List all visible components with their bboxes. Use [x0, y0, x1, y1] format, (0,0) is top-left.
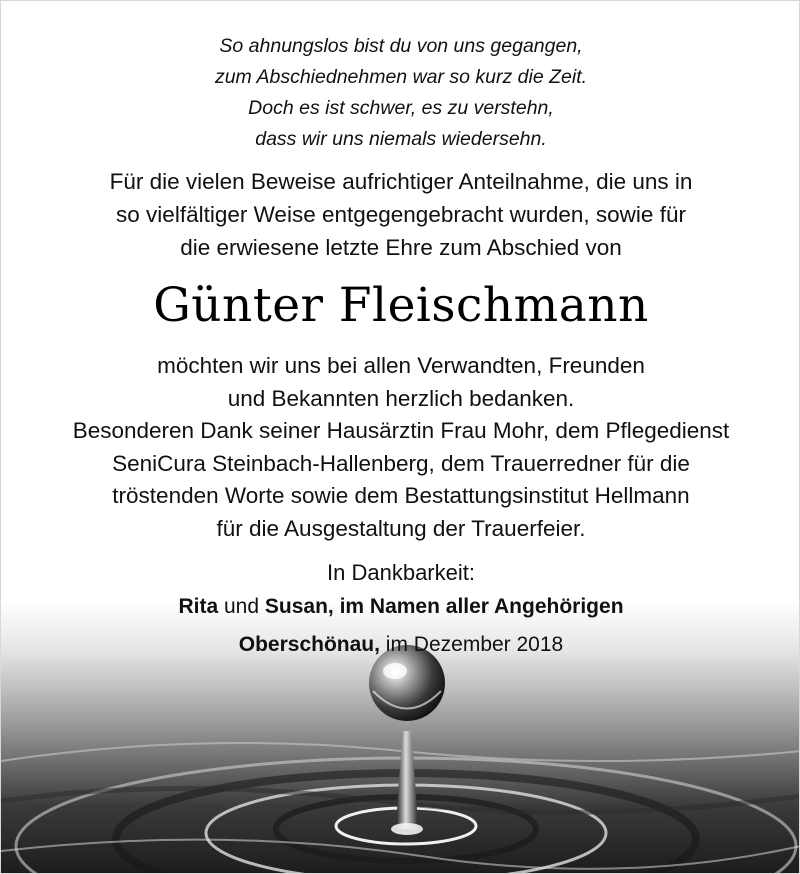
intro-line: Für die vielen Beweise aufrichtiger Anteilnahme, die uns in	[109, 169, 693, 194]
thanks-line: tröstenden Worte sowie dem Bestattungsinstitut Hellmann	[112, 483, 690, 508]
signature-name-rita: Rita	[178, 595, 219, 618]
place-date	[1, 625, 800, 665]
poem-line: So ahnungslos bist du von uns gegangen,	[219, 35, 583, 57]
closing-intro: In Dankbarkeit:	[327, 560, 475, 585]
obituary-text	[1, 1, 800, 665]
place-name: Oberschönau,	[238, 633, 380, 656]
date-text: im Dezember 2018	[379, 633, 564, 656]
poem-verse	[1, 31, 800, 155]
deceased-name: Günter Fleischmann	[153, 278, 649, 333]
intro-line: so vielfältiger Weise entgegengebracht wurden, sowie für	[116, 202, 686, 227]
intro-paragraph	[1, 165, 800, 264]
intro-line: die erwiesene letzte Ehre zum Abschied von	[180, 235, 622, 260]
poem-line: Doch es ist schwer, es zu verstehn,	[248, 97, 554, 119]
thanks-paragraph	[1, 350, 800, 545]
thanks-line: und Bekannten herzlich bedanken.	[227, 385, 575, 411]
thanks-line: Besonderen Dank seiner Hausärztin Frau Mohr, dem Pflegedienst	[72, 418, 730, 443]
signature-connector: und	[218, 595, 265, 618]
thanks-line: SeniCura Steinbach-Hallenberg, dem Trauerredner für die	[112, 450, 690, 476]
thanks-line: möchten wir uns bei allen Verwandten, Freunden	[157, 353, 645, 378]
signature	[1, 589, 800, 625]
thanks-line: für die Ausgestaltung der Trauerfeier.	[216, 515, 586, 541]
poem-line: dass wir uns niemals wiedersehn.	[255, 128, 547, 150]
poem-line: zum Abschiednehmen war so kurz die Zeit.	[214, 66, 588, 88]
signature-rest: Susan, im Namen aller Angehörigen	[264, 595, 624, 618]
